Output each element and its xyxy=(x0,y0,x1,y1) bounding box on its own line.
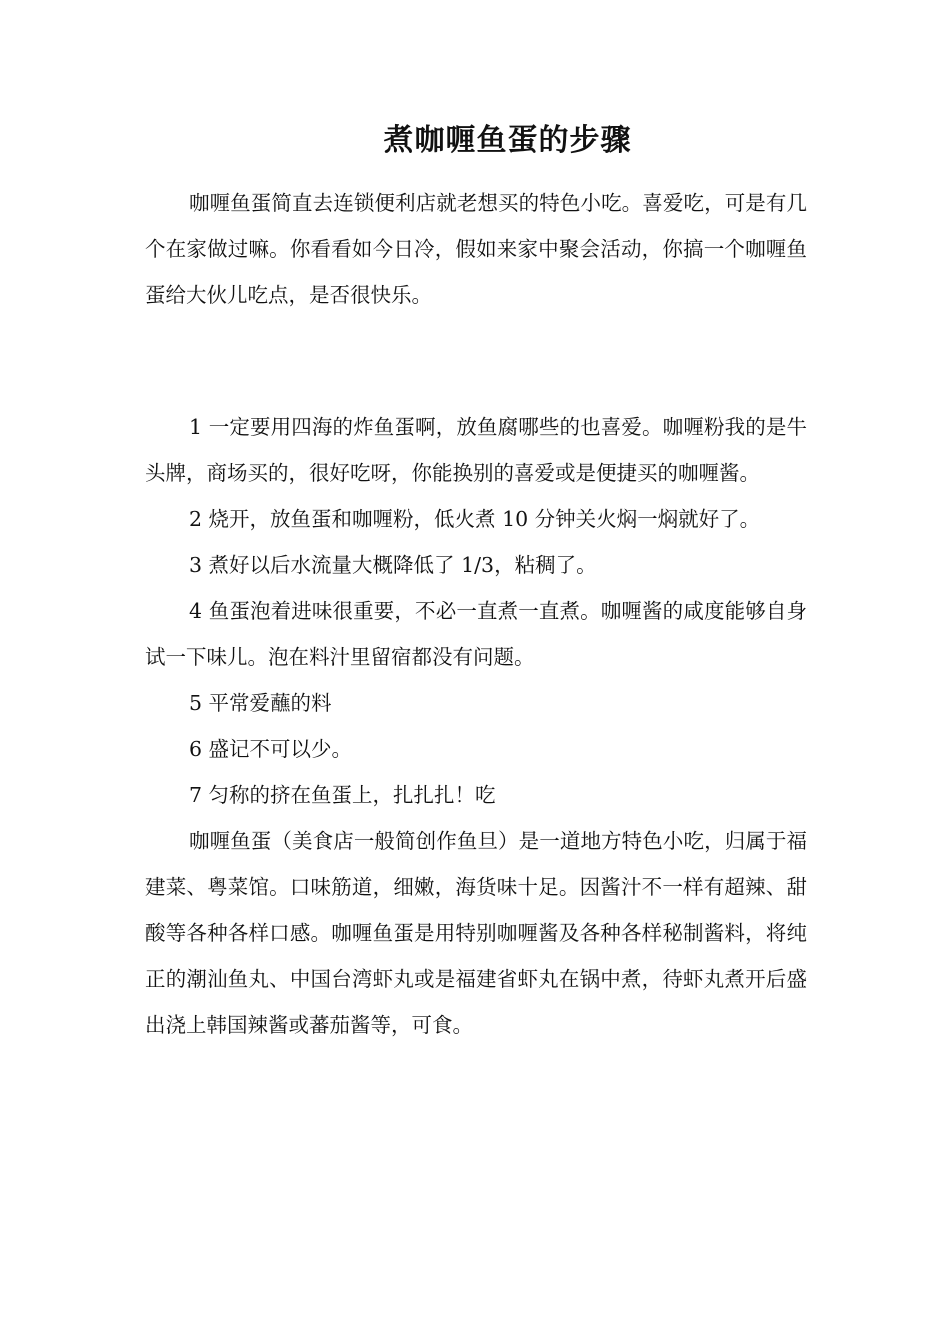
document-title: 煮咖喱鱼蛋的步骤 xyxy=(383,123,632,158)
step-paragraph-7: 7 匀称的挤在鱼蛋上，扎扎扎！吃 xyxy=(189,783,496,807)
steps-section xyxy=(145,404,807,1048)
step-paragraph-5: 5 平常爱蘸的料 xyxy=(189,691,332,715)
closing-paragraph: 咖喱鱼蛋（美食店一般简创作鱼旦）是一道地方特色小吃，归属于福建菜、粤菜馆。口味筋道，细嫩，海货味十足。因酱汁不一样有超辣、甜酸等各种各样口感。咖喱鱼蛋是用特别咖喱酱及各种各样秘制酱料，将纯正的潮汕鱼丸、中国台湾虾丸或是福建省虾丸在锅中煮，待虾丸煮开后盛出浇上韩国辣酱或蕃茄酱等，可食。 xyxy=(145,829,807,1037)
step-paragraph-2: 2 烧开，放鱼蛋和咖喱粉，低火煮 10 分钟关火焖一焖就好了。 xyxy=(189,507,761,531)
step-paragraph-6: 6 盛记不可以少。 xyxy=(189,737,353,761)
intro-section xyxy=(145,180,807,318)
intro-paragraph: 咖喱鱼蛋简直去连锁便利店就老想买的特色小吃。喜爱吃，可是有几个在家做过嘛。你看看如今日冷，假如来家中聚会活动，你搞一个咖喱鱼蛋给大伙儿吃点，是否很快乐。 xyxy=(145,191,807,307)
step-paragraph-1: 1 一定要用四海的炸鱼蛋啊，放鱼腐哪些的也喜爱。咖喱粉我的是牛头牌，商场买的，很好吃呀，你能换别的喜爱或是便捷买的咖喱酱。 xyxy=(145,415,807,485)
step-paragraph-3: 3 煮好以后水流量大概降低了 1/3，粘稠了。 xyxy=(189,553,597,577)
step-paragraph-4: 4 鱼蛋泡着进味很重要，不必一直煮一直煮。咖喱酱的咸度能够自身试一下味儿。泡在料汁里留宿都没有问题。 xyxy=(145,599,807,669)
